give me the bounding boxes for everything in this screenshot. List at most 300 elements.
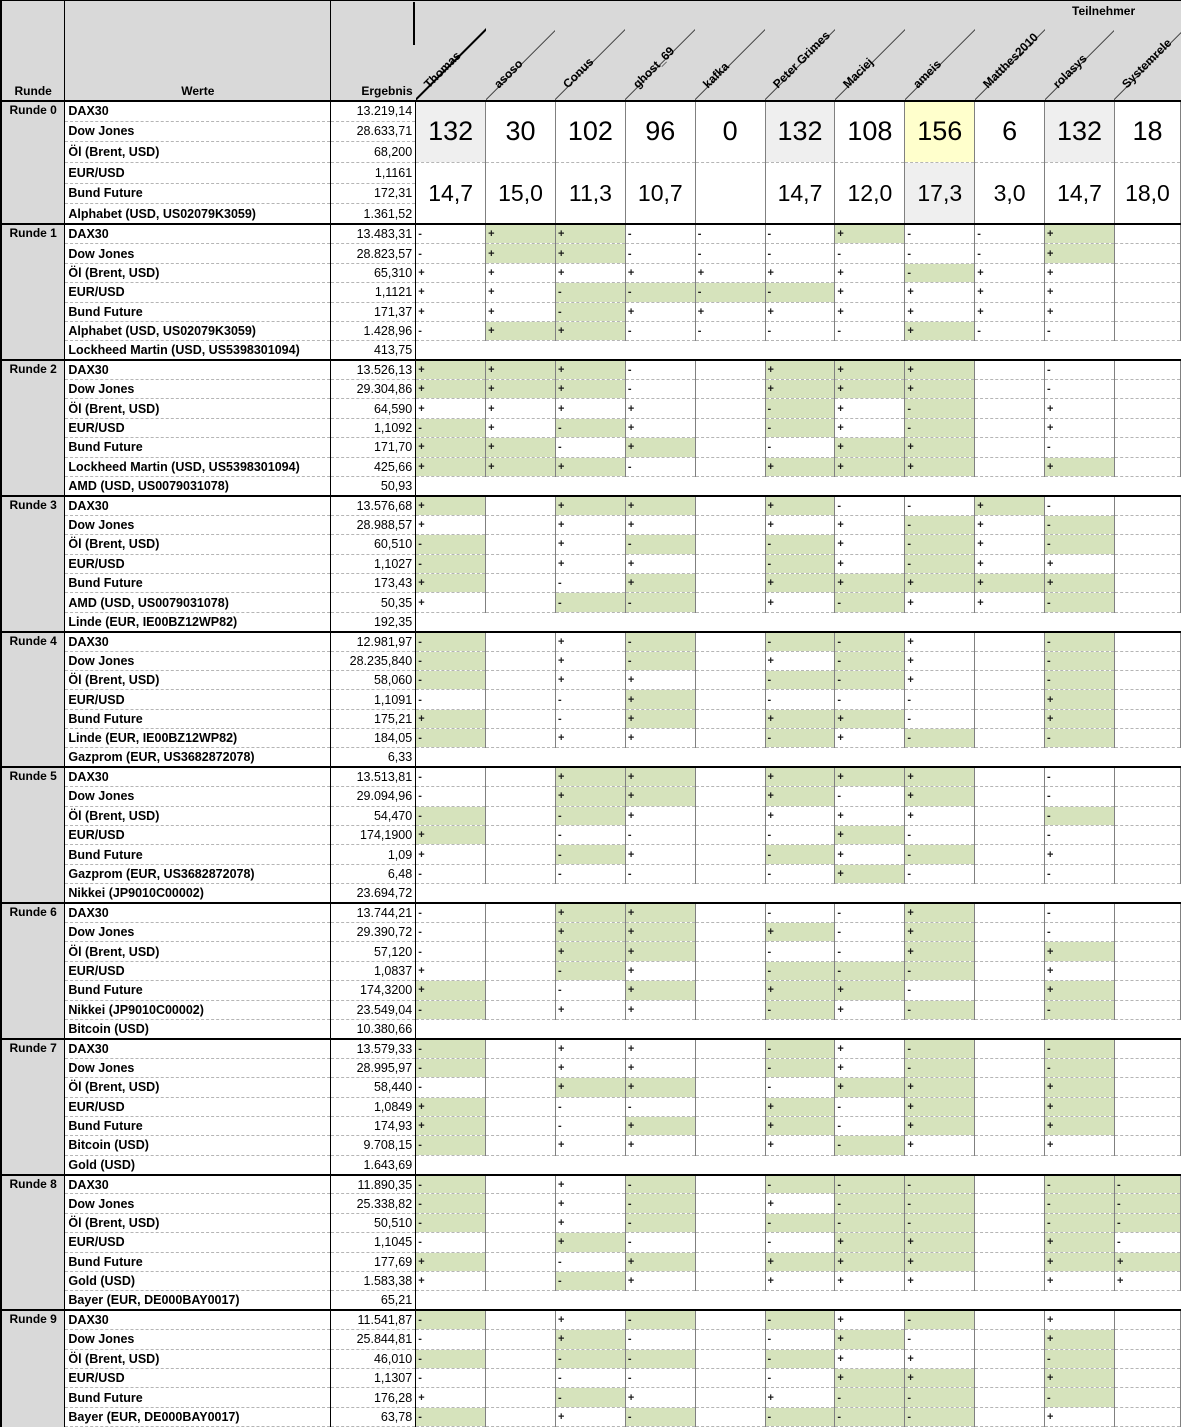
mark-cell[interactable]: - (765, 244, 835, 263)
mark-cell[interactable] (1114, 1097, 1180, 1116)
mark-cell[interactable]: - (835, 593, 905, 612)
ergebnis-cell[interactable]: 172,31 (331, 183, 416, 204)
mark-cell[interactable]: - (416, 787, 486, 806)
score-cell[interactable]: 18 (1114, 101, 1180, 163)
mark-cell[interactable]: - (765, 961, 835, 980)
mark-cell[interactable] (975, 981, 1045, 1000)
mark-cell[interactable] (975, 418, 1045, 437)
runde-label-cell[interactable]: Runde 0 (1, 101, 65, 225)
mark-cell[interactable] (1114, 1310, 1180, 1329)
mark-cell[interactable]: + (555, 1407, 625, 1426)
mark-cell[interactable]: + (555, 496, 625, 515)
score-cell[interactable]: 156 (905, 101, 975, 163)
werte-cell[interactable]: Lockheed Martin (USD, US5398301094) (65, 341, 331, 360)
empty-row-cell[interactable] (416, 341, 1181, 360)
ergebnis-cell[interactable]: 28.235,840 (331, 651, 416, 670)
mark-cell[interactable]: + (555, 632, 625, 651)
mark-cell[interactable]: - (905, 845, 975, 864)
mark-cell[interactable]: + (765, 496, 835, 515)
werte-cell[interactable]: Öl (Brent, USD) (65, 1078, 331, 1097)
mark-cell[interactable]: + (625, 515, 695, 534)
werte-cell[interactable]: AMD (USD, US0079031078) (65, 477, 331, 496)
mark-cell[interactable]: - (555, 864, 625, 883)
werte-cell[interactable]: Linde (EUR, IE00BZ12WP82) (65, 729, 331, 748)
mark-cell[interactable]: - (625, 283, 695, 302)
werte-cell[interactable]: DAX30 (65, 767, 331, 786)
mark-cell[interactable] (975, 961, 1045, 980)
mark-cell[interactable]: + (416, 573, 486, 592)
mark-cell[interactable]: + (765, 515, 835, 534)
mark-cell[interactable]: + (1045, 942, 1115, 961)
mark-cell[interactable] (975, 360, 1045, 379)
werte-cell[interactable]: DAX30 (65, 101, 331, 122)
mark-cell[interactable]: + (1045, 302, 1115, 321)
mark-cell[interactable] (695, 1194, 765, 1213)
mark-cell[interactable]: + (905, 360, 975, 379)
mark-cell[interactable]: - (905, 1388, 975, 1407)
mark-cell[interactable] (486, 1252, 556, 1271)
mark-cell[interactable]: + (555, 923, 625, 942)
mark-cell[interactable]: + (1045, 1310, 1115, 1329)
mark-cell[interactable]: - (555, 690, 625, 709)
mark-cell[interactable]: + (765, 1194, 835, 1213)
mark-cell[interactable]: + (1045, 690, 1115, 709)
mark-cell[interactable]: + (486, 283, 556, 302)
mark-cell[interactable] (695, 573, 765, 592)
participant-header-ameis[interactable] (905, 1, 975, 101)
mark-cell[interactable]: + (486, 399, 556, 418)
mark-cell[interactable]: + (975, 263, 1045, 282)
mark-cell[interactable] (1114, 554, 1180, 573)
mark-cell[interactable]: + (905, 787, 975, 806)
mark-cell[interactable] (975, 787, 1045, 806)
mark-cell[interactable]: + (975, 573, 1045, 592)
ergebnis-cell[interactable]: 1,1307 (331, 1368, 416, 1387)
mark-cell[interactable]: - (765, 224, 835, 243)
mark-cell[interactable]: + (625, 1058, 695, 1077)
average-cell[interactable]: 14,7 (1045, 162, 1115, 224)
mark-cell[interactable]: + (905, 593, 975, 612)
mark-cell[interactable]: - (416, 244, 486, 263)
mark-cell[interactable]: - (1045, 380, 1115, 399)
mark-cell[interactable]: - (695, 224, 765, 243)
empty-row-cell[interactable] (416, 1155, 1181, 1174)
mark-cell[interactable]: - (416, 670, 486, 689)
mark-cell[interactable]: + (695, 263, 765, 282)
ergebnis-cell[interactable]: 28.988,57 (331, 515, 416, 534)
mark-cell[interactable]: + (416, 283, 486, 302)
mark-cell[interactable]: - (905, 244, 975, 263)
mark-cell[interactable]: - (416, 729, 486, 748)
mark-cell[interactable]: - (835, 1097, 905, 1116)
ergebnis-cell[interactable]: 23.694,72 (331, 884, 416, 903)
mark-cell[interactable] (1114, 709, 1180, 728)
mark-cell[interactable]: + (555, 1233, 625, 1252)
ergebnis-cell[interactable]: 1,1027 (331, 554, 416, 573)
mark-cell[interactable]: - (416, 806, 486, 825)
mark-cell[interactable]: + (1114, 1272, 1180, 1291)
ergebnis-cell[interactable]: 57,120 (331, 942, 416, 961)
mark-cell[interactable]: + (555, 1078, 625, 1097)
mark-cell[interactable]: + (905, 573, 975, 592)
mark-cell[interactable]: - (416, 864, 486, 883)
score-cell[interactable]: 132 (1045, 101, 1115, 163)
mark-cell[interactable]: + (555, 380, 625, 399)
werte-cell[interactable]: Gazprom (EUR, US3682872078) (65, 864, 331, 883)
mark-cell[interactable]: - (625, 535, 695, 554)
mark-cell[interactable] (695, 632, 765, 651)
mark-cell[interactable] (1114, 457, 1180, 476)
empty-row-cell[interactable] (416, 748, 1181, 767)
mark-cell[interactable]: + (1045, 1272, 1115, 1291)
mark-cell[interactable]: - (625, 244, 695, 263)
mark-cell[interactable] (486, 1272, 556, 1291)
mark-cell[interactable] (695, 690, 765, 709)
werte-cell[interactable]: EUR/USD (65, 283, 331, 302)
mark-cell[interactable]: - (416, 903, 486, 922)
mark-cell[interactable]: + (835, 380, 905, 399)
mark-cell[interactable]: + (765, 787, 835, 806)
mark-cell[interactable]: + (1045, 457, 1115, 476)
mark-cell[interactable]: + (905, 283, 975, 302)
ergebnis-cell[interactable]: 63,78 (331, 1407, 416, 1426)
mark-cell[interactable]: + (486, 224, 556, 243)
werte-cell[interactable]: Gold (USD) (65, 1155, 331, 1174)
mark-cell[interactable]: - (625, 1194, 695, 1213)
mark-cell[interactable] (1114, 864, 1180, 883)
mark-cell[interactable]: - (416, 923, 486, 942)
mark-cell[interactable]: + (835, 1252, 905, 1271)
werte-cell[interactable]: Dow Jones (65, 380, 331, 399)
mark-cell[interactable]: - (765, 1310, 835, 1329)
mark-cell[interactable]: + (835, 1078, 905, 1097)
ergebnis-cell[interactable]: 13.483,31 (331, 224, 416, 243)
mark-cell[interactable] (486, 767, 556, 786)
mark-cell[interactable]: - (835, 1407, 905, 1426)
mark-cell[interactable]: - (835, 961, 905, 980)
mark-cell[interactable] (1114, 321, 1180, 340)
mark-cell[interactable]: + (416, 399, 486, 418)
mark-cell[interactable] (1114, 418, 1180, 437)
mark-cell[interactable] (975, 1349, 1045, 1368)
mark-cell[interactable] (695, 787, 765, 806)
ergebnis-cell[interactable]: 50,510 (331, 1213, 416, 1232)
werte-cell[interactable]: Öl (Brent, USD) (65, 1349, 331, 1368)
werte-cell[interactable]: Bayer (EUR, DE000BAY0017) (65, 1407, 331, 1426)
mark-cell[interactable] (975, 1310, 1045, 1329)
mark-cell[interactable] (1114, 651, 1180, 670)
mark-cell[interactable]: - (765, 670, 835, 689)
ergebnis-cell[interactable]: 13.576,68 (331, 496, 416, 515)
mark-cell[interactable]: + (765, 1116, 835, 1135)
mark-cell[interactable]: - (416, 1194, 486, 1213)
mark-cell[interactable]: - (416, 554, 486, 573)
mark-cell[interactable]: + (905, 1252, 975, 1271)
mark-cell[interactable] (695, 593, 765, 612)
score-cell[interactable]: 0 (695, 101, 765, 163)
mark-cell[interactable]: + (416, 1388, 486, 1407)
mark-cell[interactable]: - (1045, 1000, 1115, 1019)
mark-cell[interactable]: - (905, 961, 975, 980)
mark-cell[interactable] (695, 535, 765, 554)
mark-cell[interactable]: + (1045, 554, 1115, 573)
werte-cell[interactable]: Bund Future (65, 1252, 331, 1271)
ergebnis-cell[interactable]: 13.513,81 (331, 767, 416, 786)
mark-cell[interactable]: + (416, 981, 486, 1000)
mark-cell[interactable]: + (835, 1272, 905, 1291)
mark-cell[interactable]: - (765, 418, 835, 437)
mark-cell[interactable] (975, 1407, 1045, 1426)
mark-cell[interactable]: + (1045, 263, 1115, 282)
mark-cell[interactable] (695, 1116, 765, 1135)
ergebnis-cell[interactable]: 6,33 (331, 748, 416, 767)
runde-label-cell[interactable]: Runde 7 (1, 1039, 65, 1175)
werte-cell[interactable]: Dow Jones (65, 121, 331, 142)
mark-cell[interactable]: + (486, 457, 556, 476)
mark-cell[interactable]: + (625, 806, 695, 825)
mark-cell[interactable] (975, 1078, 1045, 1097)
mark-cell[interactable] (486, 670, 556, 689)
mark-cell[interactable] (486, 961, 556, 980)
mark-cell[interactable] (975, 690, 1045, 709)
mark-cell[interactable]: + (625, 1136, 695, 1155)
mark-cell[interactable] (695, 1175, 765, 1194)
ergebnis-cell[interactable]: 50,93 (331, 477, 416, 496)
mark-cell[interactable]: + (975, 515, 1045, 534)
mark-cell[interactable] (695, 1330, 765, 1349)
mark-cell[interactable]: + (975, 496, 1045, 515)
mark-cell[interactable]: + (835, 1000, 905, 1019)
mark-cell[interactable]: - (765, 1330, 835, 1349)
mark-cell[interactable]: + (905, 806, 975, 825)
mark-cell[interactable]: - (905, 1310, 975, 1329)
mark-cell[interactable] (975, 1175, 1045, 1194)
mark-cell[interactable]: - (416, 1368, 486, 1387)
mark-cell[interactable]: + (1045, 961, 1115, 980)
mark-cell[interactable]: + (835, 438, 905, 457)
mark-cell[interactable]: - (555, 1252, 625, 1271)
ergebnis-cell[interactable]: 13.219,14 (331, 101, 416, 122)
mark-cell[interactable]: - (835, 787, 905, 806)
mark-cell[interactable]: + (625, 1388, 695, 1407)
werte-cell[interactable]: Dow Jones (65, 244, 331, 263)
mark-cell[interactable] (1114, 806, 1180, 825)
average-cell[interactable]: 18,0 (1114, 162, 1180, 224)
participant-header-matthes2010[interactable] (975, 1, 1045, 101)
average-cell[interactable]: 14,7 (765, 162, 835, 224)
mark-cell[interactable]: + (835, 1058, 905, 1077)
mark-cell[interactable]: + (765, 806, 835, 825)
mark-cell[interactable]: + (625, 1252, 695, 1271)
werte-cell[interactable]: EUR/USD (65, 1368, 331, 1387)
mark-cell[interactable] (486, 1213, 556, 1232)
mark-cell[interactable] (695, 729, 765, 748)
mark-cell[interactable] (695, 942, 765, 961)
mark-cell[interactable]: + (1045, 418, 1115, 437)
mark-cell[interactable]: + (905, 670, 975, 689)
mark-cell[interactable] (695, 1136, 765, 1155)
mark-cell[interactable]: + (625, 729, 695, 748)
average-cell[interactable]: 10,7 (625, 162, 695, 224)
ergebnis-cell[interactable]: 1,1121 (331, 283, 416, 302)
mark-cell[interactable]: + (1045, 709, 1115, 728)
mark-cell[interactable]: - (1045, 1175, 1115, 1194)
mark-cell[interactable]: + (835, 418, 905, 437)
mark-cell[interactable]: - (975, 321, 1045, 340)
mark-cell[interactable]: + (555, 515, 625, 534)
mark-cell[interactable]: - (765, 690, 835, 709)
mark-cell[interactable]: + (765, 593, 835, 612)
mark-cell[interactable]: + (625, 263, 695, 282)
mark-cell[interactable]: + (555, 321, 625, 340)
mark-cell[interactable]: + (905, 632, 975, 651)
mark-cell[interactable] (1114, 1368, 1180, 1387)
average-cell[interactable] (695, 162, 765, 224)
werte-cell[interactable]: Öl (Brent, USD) (65, 1213, 331, 1232)
mark-cell[interactable]: - (625, 457, 695, 476)
mark-cell[interactable]: + (1045, 283, 1115, 302)
mark-cell[interactable] (1114, 573, 1180, 592)
mark-cell[interactable] (975, 1330, 1045, 1349)
average-cell[interactable]: 14,7 (416, 162, 486, 224)
mark-cell[interactable]: + (1114, 1252, 1180, 1271)
mark-cell[interactable]: - (416, 1078, 486, 1097)
mark-cell[interactable]: + (975, 302, 1045, 321)
ergebnis-cell[interactable]: 46,010 (331, 1349, 416, 1368)
mark-cell[interactable]: + (555, 787, 625, 806)
mark-cell[interactable]: - (1045, 1194, 1115, 1213)
werte-cell[interactable]: Alphabet (USD, US02079K3059) (65, 321, 331, 340)
ergebnis-cell[interactable]: 25.844,81 (331, 1330, 416, 1349)
mark-cell[interactable]: + (975, 283, 1045, 302)
ergebnis-cell[interactable]: 6,48 (331, 864, 416, 883)
mark-cell[interactable]: - (1045, 903, 1115, 922)
mark-cell[interactable] (486, 1349, 556, 1368)
mark-cell[interactable]: + (1045, 1136, 1115, 1155)
mark-cell[interactable] (975, 1252, 1045, 1271)
mark-cell[interactable] (1114, 1407, 1180, 1426)
mark-cell[interactable]: + (835, 302, 905, 321)
werte-cell[interactable]: Öl (Brent, USD) (65, 942, 331, 961)
mark-cell[interactable] (1114, 360, 1180, 379)
mark-cell[interactable]: - (416, 1175, 486, 1194)
mark-cell[interactable]: - (905, 981, 975, 1000)
mark-cell[interactable]: - (905, 554, 975, 573)
ergebnis-cell[interactable]: 9.708,15 (331, 1136, 416, 1155)
mark-cell[interactable] (695, 767, 765, 786)
mark-cell[interactable]: - (1045, 1388, 1115, 1407)
mark-cell[interactable] (695, 923, 765, 942)
mark-cell[interactable]: + (835, 515, 905, 534)
mark-cell[interactable]: - (1045, 593, 1115, 612)
mark-cell[interactable]: - (765, 1000, 835, 1019)
ergebnis-cell[interactable]: 25.338,82 (331, 1194, 416, 1213)
mark-cell[interactable]: + (835, 1233, 905, 1252)
empty-row-cell[interactable] (416, 884, 1181, 903)
ergebnis-cell[interactable]: 68,200 (331, 142, 416, 163)
werte-cell[interactable]: Bayer (EUR, DE000BAY0017) (65, 1291, 331, 1310)
mark-cell[interactable] (486, 554, 556, 573)
mark-cell[interactable]: + (835, 263, 905, 282)
mark-cell[interactable]: - (905, 1194, 975, 1213)
mark-cell[interactable] (975, 1000, 1045, 1019)
mark-cell[interactable] (695, 360, 765, 379)
mark-cell[interactable]: + (416, 263, 486, 282)
mark-cell[interactable] (695, 709, 765, 728)
mark-cell[interactable]: + (835, 554, 905, 573)
mark-cell[interactable]: - (765, 1407, 835, 1426)
mark-cell[interactable]: - (625, 1368, 695, 1387)
mark-cell[interactable]: + (625, 690, 695, 709)
mark-cell[interactable]: + (486, 360, 556, 379)
mark-cell[interactable] (695, 903, 765, 922)
werte-cell[interactable]: Nikkei (JP9010C00002) (65, 1000, 331, 1019)
mark-cell[interactable]: - (905, 399, 975, 418)
mark-cell[interactable] (486, 515, 556, 534)
mark-cell[interactable] (486, 1194, 556, 1213)
mark-cell[interactable] (695, 1349, 765, 1368)
mark-cell[interactable]: + (835, 457, 905, 476)
mark-cell[interactable]: - (765, 1368, 835, 1387)
mark-cell[interactable]: + (486, 321, 556, 340)
werte-cell[interactable]: Öl (Brent, USD) (65, 535, 331, 554)
mark-cell[interactable] (486, 787, 556, 806)
mark-cell[interactable]: - (835, 651, 905, 670)
mark-cell[interactable] (695, 1039, 765, 1058)
score-cell[interactable]: 30 (486, 101, 556, 163)
werte-cell[interactable]: EUR/USD (65, 162, 331, 183)
mark-cell[interactable] (975, 438, 1045, 457)
mark-cell[interactable]: - (905, 729, 975, 748)
mark-cell[interactable]: + (765, 263, 835, 282)
runde-label-cell[interactable]: Runde 9 (1, 1310, 65, 1426)
mark-cell[interactable]: + (1045, 845, 1115, 864)
mark-cell[interactable]: - (765, 632, 835, 651)
mark-cell[interactable] (486, 690, 556, 709)
mark-cell[interactable]: - (555, 1388, 625, 1407)
mark-cell[interactable]: + (486, 302, 556, 321)
werte-cell[interactable]: Dow Jones (65, 1330, 331, 1349)
mark-cell[interactable]: + (835, 1039, 905, 1058)
mark-cell[interactable]: + (765, 360, 835, 379)
ergebnis-cell[interactable]: 65,21 (331, 1291, 416, 1310)
mark-cell[interactable]: + (905, 380, 975, 399)
mark-cell[interactable]: - (835, 321, 905, 340)
empty-row-cell[interactable] (416, 1019, 1181, 1038)
mark-cell[interactable]: + (1045, 1097, 1115, 1116)
werte-cell[interactable]: Gazprom (EUR, US3682872078) (65, 748, 331, 767)
mark-cell[interactable]: - (1045, 1349, 1115, 1368)
mark-cell[interactable] (486, 826, 556, 845)
runde-label-cell[interactable]: Runde 1 (1, 224, 65, 360)
mark-cell[interactable] (1114, 1039, 1180, 1058)
ergebnis-cell[interactable]: 11.541,87 (331, 1310, 416, 1329)
mark-cell[interactable] (1114, 515, 1180, 534)
werte-cell[interactable]: Bund Future (65, 1388, 331, 1407)
mark-cell[interactable]: - (625, 632, 695, 651)
mark-cell[interactable]: - (416, 418, 486, 437)
mark-cell[interactable] (975, 380, 1045, 399)
mark-cell[interactable]: + (1045, 224, 1115, 243)
ergebnis-cell[interactable]: 1,1091 (331, 690, 416, 709)
mark-cell[interactable]: + (1045, 1330, 1115, 1349)
mark-cell[interactable]: + (416, 961, 486, 980)
mark-cell[interactable]: + (625, 923, 695, 942)
ergebnis-cell[interactable]: 171,37 (331, 302, 416, 321)
mark-cell[interactable] (486, 981, 556, 1000)
mark-cell[interactable]: - (835, 1116, 905, 1135)
mark-cell[interactable]: + (765, 457, 835, 476)
